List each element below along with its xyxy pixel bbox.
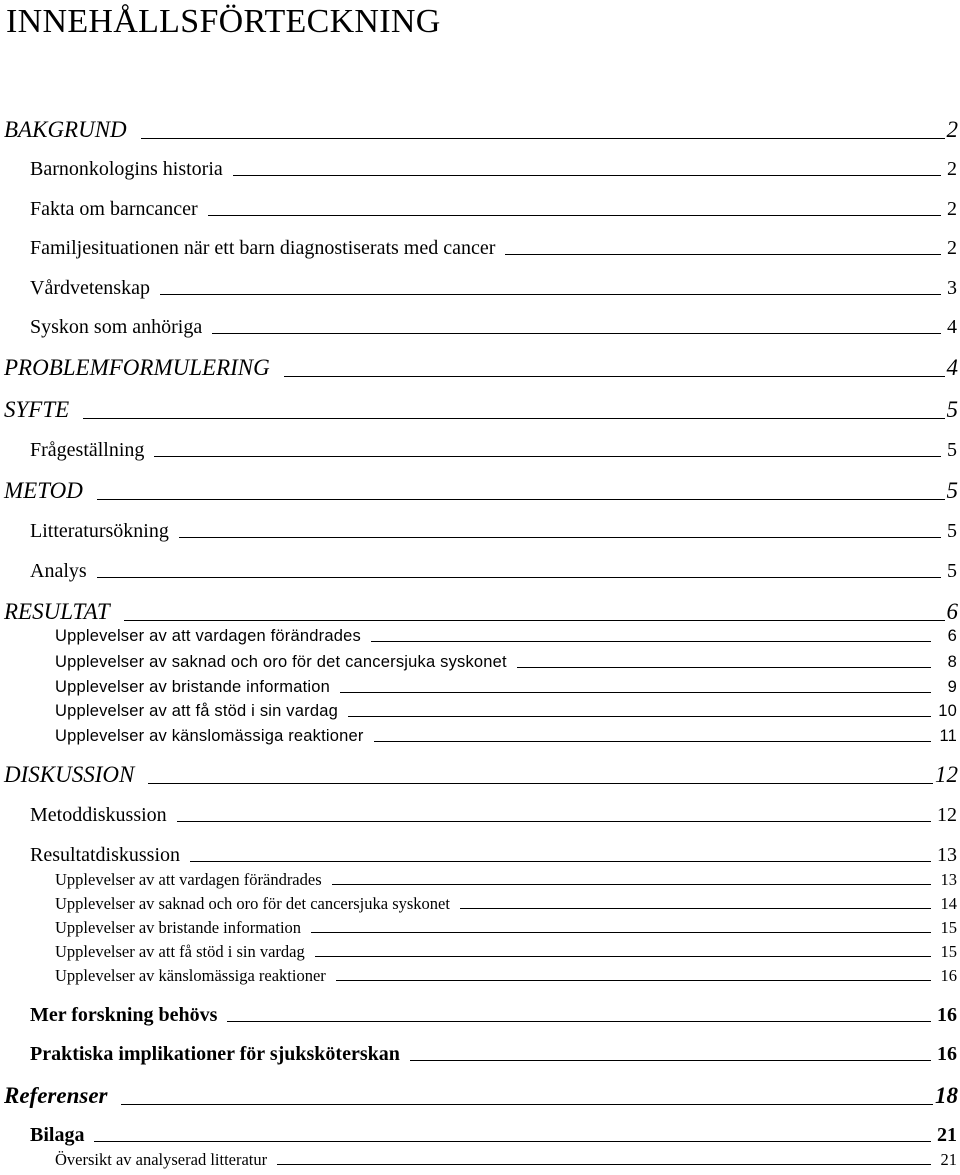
toc-leader-line	[227, 1021, 931, 1022]
toc-label: RESULTAT	[4, 599, 110, 624]
toc-label: Vårdvetenskap	[30, 277, 150, 299]
toc-leader-line	[154, 456, 941, 457]
toc-page-number: 9	[947, 678, 957, 696]
toc-entry-oversikt[interactable]	[55, 1150, 957, 1170]
toc-label: Familjesituationen när ett barn diagnostiserats med cancer	[30, 237, 496, 259]
toc-leader-line	[190, 861, 931, 862]
toc-entry-dis-information[interactable]	[55, 918, 957, 938]
toc-page-number: 21	[940, 1150, 957, 1169]
toc-page-number: 13	[940, 870, 957, 889]
toc-label: BAKGRUND	[4, 117, 127, 142]
toc-page-number: 15	[940, 942, 957, 961]
toc-label: Referenser	[4, 1083, 108, 1108]
toc-leader-line	[374, 741, 931, 742]
toc-label: METOD	[4, 478, 83, 503]
toc-entry-metod[interactable]	[4, 478, 958, 504]
toc-entry-resultat[interactable]	[4, 599, 958, 625]
toc-page-number: 18	[935, 1083, 958, 1108]
toc-entry-bakgrund[interactable]	[4, 117, 958, 143]
toc-entry-fragestallning[interactable]	[30, 439, 957, 462]
toc-label: Upplevelser av att få stöd i sin vardag	[55, 702, 338, 720]
toc-page-number: 2	[947, 237, 957, 259]
toc-leader-line	[208, 215, 941, 216]
toc-label: DISKUSSION	[4, 762, 135, 787]
toc-entry-analys[interactable]	[30, 560, 957, 583]
toc-leader-line	[121, 1104, 933, 1105]
toc-entry-litteratursokning[interactable]	[30, 520, 957, 543]
toc-entry-problemformulering[interactable]	[4, 355, 958, 381]
toc-leader-line	[284, 376, 945, 377]
toc-entry-res-saknad[interactable]	[55, 653, 957, 672]
toc-entry-dis-stod[interactable]	[55, 942, 957, 962]
toc-leader-line	[315, 956, 931, 957]
toc-page-number: 16	[937, 1004, 957, 1026]
toc-page-number: 15	[940, 918, 957, 937]
toc-page-number: 14	[940, 894, 957, 913]
toc-page-number: 6	[946, 599, 958, 624]
toc-label: SYFTE	[4, 397, 70, 422]
toc-leader-line	[233, 175, 941, 176]
toc-label: Syskon som anhöriga	[30, 316, 203, 338]
toc-label: Resultatdiskussion	[30, 844, 181, 866]
toc-label: Upplevelser av att vardagen förändrades	[55, 627, 361, 645]
toc-leader-line	[348, 716, 931, 717]
toc-page-number: 2	[947, 158, 957, 180]
toc-label: Praktiska implikationer för sjuksköterskan	[30, 1043, 400, 1065]
toc-page-number: 16	[937, 1043, 957, 1065]
toc-leader-line	[97, 577, 941, 578]
toc-label: Frågeställning	[30, 439, 145, 461]
toc-leader-line	[505, 254, 941, 255]
toc-label: Upplevelser av saknad och oro för det cancersjuka syskonet	[55, 653, 507, 671]
toc-entry-mer-forskning[interactable]	[30, 1004, 957, 1027]
toc-entry-syskon-som-anhoriga[interactable]	[30, 316, 957, 339]
toc-entry-res-vardagen[interactable]	[55, 627, 957, 646]
toc-page-number: 21	[937, 1124, 957, 1146]
toc-entry-res-information[interactable]	[55, 678, 957, 697]
toc-page-number: 5	[947, 520, 957, 542]
toc-page-number: 3	[947, 277, 957, 299]
toc-label: Översikt av analyserad litteratur	[55, 1150, 268, 1169]
toc-page-number: 13	[937, 844, 957, 866]
toc-label: Upplevelser av bristande information	[55, 678, 331, 696]
toc-page-number: 4	[947, 316, 957, 338]
toc-page-number: 2	[947, 198, 957, 220]
toc-page-number: 6	[947, 627, 957, 645]
toc-label: PROBLEMFORMULERING	[4, 355, 270, 380]
toc-label: Upplevelser av att vardagen förändrades	[55, 870, 322, 889]
toc-page-number: 5	[947, 439, 957, 461]
toc-entry-barnonkologins-historia[interactable]	[30, 158, 957, 181]
toc-page-number: 8	[947, 653, 957, 671]
toc-label: Upplevelser av känslomässiga reaktioner	[55, 966, 326, 985]
toc-leader-line	[277, 1164, 931, 1165]
toc-label: Upplevelser av känslomässiga reaktioner	[55, 727, 364, 745]
toc-label: Upplevelser av saknad och oro för det cancersjuka syskonet	[55, 894, 450, 913]
toc-page-number: 2	[946, 117, 958, 142]
toc-label: Litteratursökning	[30, 520, 169, 542]
toc-page-number: 5	[946, 478, 958, 503]
toc-leader-line	[94, 1141, 931, 1142]
toc-page-number: 12	[937, 804, 957, 826]
toc-label: Fakta om barncancer	[30, 198, 198, 220]
toc-leader-line	[410, 1060, 931, 1061]
toc-label: Upplevelser av bristande information	[55, 918, 302, 937]
toc-entry-res-kanslor[interactable]	[55, 727, 957, 746]
toc-label: Bilaga	[30, 1124, 85, 1146]
toc-leader-line	[177, 821, 931, 822]
toc-leader-line	[517, 667, 931, 668]
toc-leader-line	[124, 620, 945, 621]
toc-entry-dis-kanslor[interactable]	[55, 966, 957, 986]
toc-page-number: 4	[946, 355, 958, 380]
toc-leader-line	[460, 908, 931, 909]
toc-page-number: 16	[940, 966, 957, 985]
toc-entry-res-stod[interactable]	[55, 702, 957, 721]
toc-label: Barnonkologins historia	[30, 158, 223, 180]
toc-page-number: 10	[938, 702, 957, 720]
toc-entry-resultatdiskussion[interactable]	[30, 844, 957, 867]
toc-leader-line	[212, 333, 941, 334]
toc-leader-line	[311, 932, 931, 933]
toc-leader-line	[160, 294, 941, 295]
toc-page-number: 5	[947, 560, 957, 582]
toc-entry-syfte[interactable]	[4, 397, 958, 423]
toc-entry-praktiska-implikationer[interactable]	[30, 1043, 957, 1066]
toc-entry-familjesituationen[interactable]	[30, 237, 957, 260]
toc-entry-bilaga[interactable]	[30, 1124, 957, 1147]
toc-leader-line	[148, 783, 933, 784]
toc-leader-line	[332, 884, 931, 885]
toc-label: Metoddiskussion	[30, 804, 167, 826]
toc-entry-diskussion[interactable]	[4, 762, 958, 788]
toc-label: Upplevelser av att få stöd i sin vardag	[55, 942, 305, 961]
toc-leader-line	[83, 418, 944, 419]
page-title: INNEHÅLLSFÖRTECKNING	[6, 3, 441, 40]
toc-entry-dis-vardagen[interactable]	[55, 870, 957, 890]
toc-leader-line	[97, 499, 945, 500]
toc-leader-line	[336, 980, 931, 981]
toc-leader-line	[141, 138, 945, 139]
toc-entry-metoddiskussion[interactable]	[30, 804, 957, 827]
toc-leader-line	[371, 641, 931, 642]
toc-label: Mer forskning behövs	[30, 1004, 218, 1026]
toc-page-number: 5	[946, 397, 958, 422]
toc-entry-fakta-om-barncancer[interactable]	[30, 198, 957, 221]
toc-entry-dis-saknad[interactable]	[55, 894, 957, 914]
toc-leader-line	[179, 537, 941, 538]
toc-entry-vardvetenskap[interactable]	[30, 277, 957, 300]
toc-entry-referenser[interactable]	[4, 1083, 958, 1109]
toc-label: Analys	[30, 560, 87, 582]
toc-page-number: 11	[939, 727, 957, 745]
toc-page-number: 12	[935, 762, 958, 787]
toc-leader-line	[340, 692, 931, 693]
